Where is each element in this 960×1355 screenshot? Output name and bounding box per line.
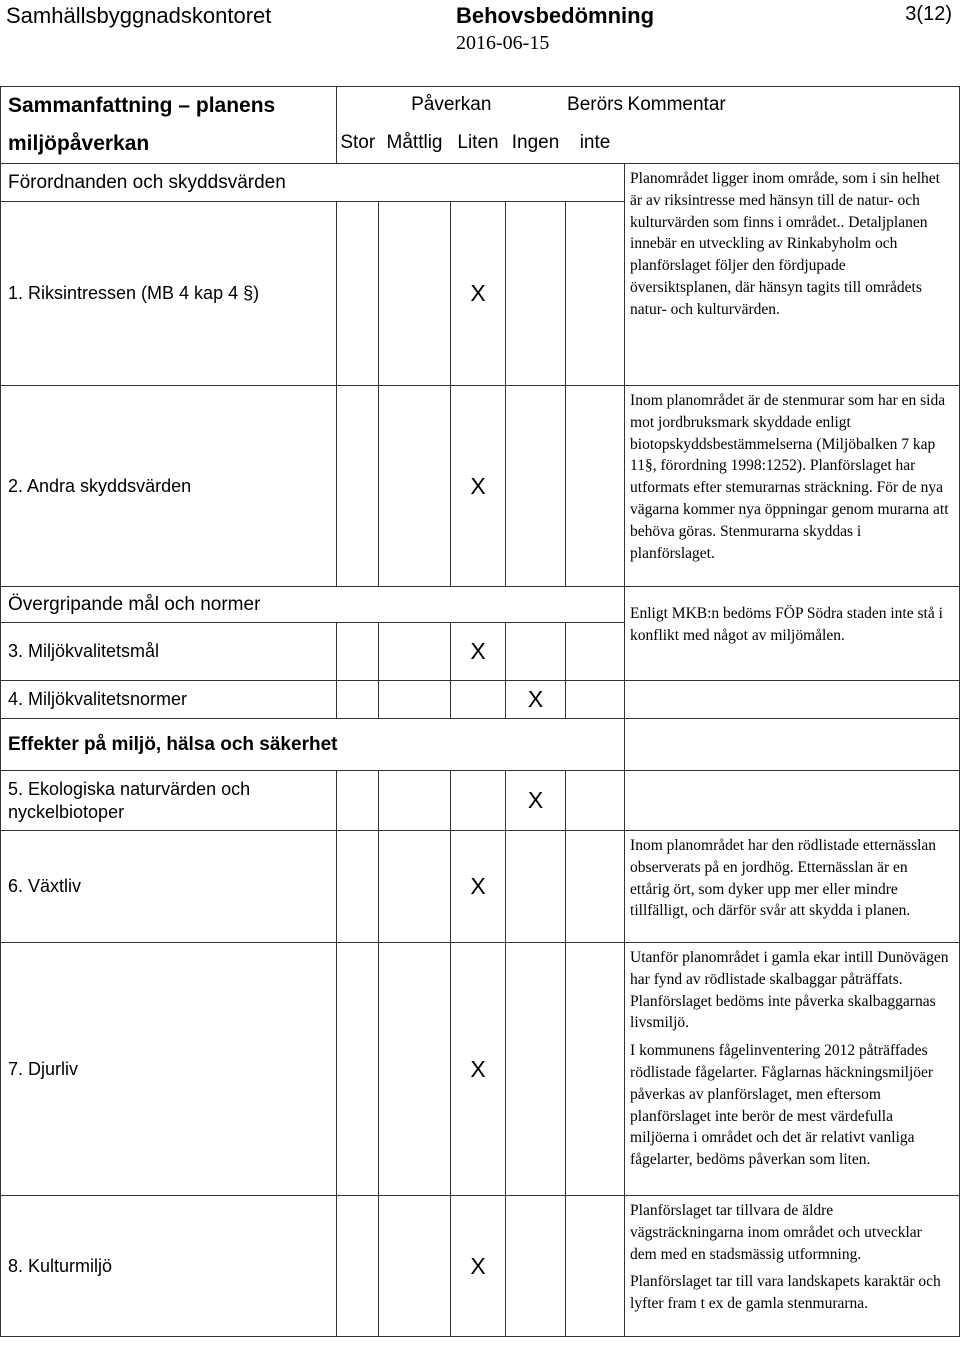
comment-empty	[625, 771, 960, 831]
cell-ingen	[506, 1196, 566, 1337]
comment-vaxtliv	[625, 831, 960, 943]
summary-table	[0, 86, 960, 1337]
mark-liten: X	[451, 943, 506, 1196]
cell-ingen	[506, 623, 566, 681]
cell-berors-inte	[566, 1196, 625, 1337]
page-header	[0, 0, 960, 62]
cell-stor	[337, 386, 379, 587]
cell-ingen	[506, 831, 566, 943]
cell-ingen	[506, 202, 566, 386]
comment-text: Planförslaget tar till vara landskapets karaktär och lyfter fram t ex de gamla stenmurarna.	[630, 1273, 941, 1313]
comment-text: Inom planområdet har den rödlistade etternässlan observerats på en jordhög. Etternässlan är en ettårig ört, som dyker upp mer eller mindre tillfälligt, och därför svår att skydda i planen.	[630, 837, 937, 920]
comment-text: Planförslaget tar tillvara de äldre vägsträckningarna inom området och utvecklar dem med en stadsmässig utformning.	[630, 1202, 922, 1263]
comment-andra-skyddsvarden	[625, 386, 960, 587]
cell-berors-inte	[566, 831, 625, 943]
mark-ingen: X	[506, 681, 566, 719]
cell-berors-inte	[566, 943, 625, 1196]
cell-stor	[337, 831, 379, 943]
cell-mattlig	[379, 386, 451, 587]
mark-liten: X	[451, 623, 506, 681]
mark-liten: X	[451, 831, 506, 943]
paverkan-header: Påverkan	[337, 87, 566, 126]
cell-berors-inte	[566, 681, 625, 719]
row-label-vaxtliv: 6. Växtliv	[1, 831, 337, 943]
cell-liten	[451, 771, 506, 831]
cell-berors-inte	[566, 386, 625, 587]
mark-liten: X	[451, 386, 506, 587]
document-title: Behovsbedömning	[456, 3, 655, 28]
comment-djurliv	[625, 943, 960, 1196]
table-title-line1: Sammanfattning – planens	[8, 94, 276, 117]
row-label-riksintressen: 1. Riksintressen (MB 4 kap 4 §)	[1, 202, 337, 386]
organization-name: Samhällsbyggnadskontoret	[6, 3, 272, 28]
col-mattlig: Måttlig	[379, 125, 451, 164]
comment-text: Enligt MKB:n bedöms FÖP Södra staden inte stå i konflikt med något av miljömålen.	[630, 605, 943, 644]
berors-header: Berörs	[566, 87, 625, 126]
cell-mattlig	[379, 943, 451, 1196]
comment-text: Utanför planområdet i gamla ekar intill Dunövägen har fynd av rödlistade skalbaggar påträffats. Planförslaget bedöms inte påverka skalbaggarnas livsmiljö.	[630, 949, 949, 1032]
kommentar-header-blank	[625, 125, 960, 164]
section-effects: Effekter på miljö, hälsa och säkerhet	[1, 719, 625, 771]
cell-mattlig	[379, 623, 451, 681]
comment-empty	[625, 719, 960, 771]
cell-berors-inte	[566, 771, 625, 831]
cell-stor	[337, 202, 379, 386]
col-liten: Liten	[451, 125, 506, 164]
cell-stor	[337, 681, 379, 719]
comment-kulturmiljo	[625, 1196, 960, 1337]
cell-berors-inte	[566, 623, 625, 681]
row-label-djurliv: 7. Djurliv	[1, 943, 337, 1196]
cell-stor	[337, 1196, 379, 1337]
cell-mattlig	[379, 831, 451, 943]
document-date: 2016-06-15	[456, 32, 550, 54]
cell-berors-inte	[566, 202, 625, 386]
cell-stor	[337, 623, 379, 681]
row-label-ekologiska-naturvarden: 5. Ekologiska naturvärden och nyckelbiotoper	[1, 771, 337, 831]
comment-text: Planområdet ligger inom område, som i sin helhet är av riksintresse med hänsyn till de natur- och kulturvärden som finns i området.. Detaljplanen innebär en utveckling av Rinkabyholm och planförslaget följer den fördjupade översiktsplanen, där hänsyn tagits till områdets natur- och kulturvärden.	[630, 170, 940, 318]
cell-mattlig	[379, 202, 451, 386]
mark-liten: X	[451, 202, 506, 386]
berors-inte-header: inte	[566, 125, 625, 164]
section-protection: Förordnanden och skyddsvärden	[1, 164, 625, 202]
table-title	[1, 87, 337, 126]
cell-ingen	[506, 386, 566, 587]
col-stor: Stor	[337, 125, 379, 164]
comment-miljokvalitetsmal	[625, 587, 960, 681]
cell-mattlig	[379, 771, 451, 831]
comment-riksintressen	[625, 164, 960, 386]
cell-ingen	[506, 943, 566, 1196]
cell-stor	[337, 943, 379, 1196]
mark-liten: X	[451, 1196, 506, 1337]
kommentar-header: Kommentar	[625, 87, 960, 126]
cell-stor	[337, 771, 379, 831]
row-label-kulturmiljo: 8. Kulturmiljö	[1, 1196, 337, 1337]
cell-mattlig	[379, 1196, 451, 1337]
comment-text: I kommunens fågelinventering 2012 påträffades rödlistade fågelarter. Fåglarnas häckningsmiljöer påverkas av planförslaget, men eftersom planförslaget inte berör de mest värdefulla miljöerna i området och det är relativt vanliga fågelarter, bedöms påverkan som liten.	[630, 1042, 934, 1169]
table-title-line2-cell	[1, 125, 337, 164]
comment-text: Inom planområdet är de stenmurar som har en sida mot jordbruksmark skyddade enligt biotopskyddsbestämmelserna (Miljöbalken 7 kap 11§, förordning 1998:1252). Planförslaget har utformats efter stemurarnas sträckning. För de nya vägarna kommer nya öppningar genom murarna att behöva göras. Stenmurarna skyddas i planförslaget.	[630, 392, 949, 562]
table-title-line2: miljöpåverkan	[8, 132, 150, 155]
cell-liten	[451, 681, 506, 719]
section-goals: Övergripande mål och normer	[1, 587, 625, 623]
row-label-andra-skyddsvarden: 2. Andra skyddsvärden	[1, 386, 337, 587]
row-label-miljokvalitetsnormer: 4. Miljökvalitetsnormer	[1, 681, 337, 719]
comment-empty	[625, 681, 960, 719]
cell-mattlig	[379, 681, 451, 719]
col-ingen: Ingen	[506, 125, 566, 164]
row-label-miljokvalitetsmal: 3. Miljökvalitetsmål	[1, 623, 337, 681]
mark-ingen: X	[506, 771, 566, 831]
page-number: 3(12)	[905, 3, 952, 25]
